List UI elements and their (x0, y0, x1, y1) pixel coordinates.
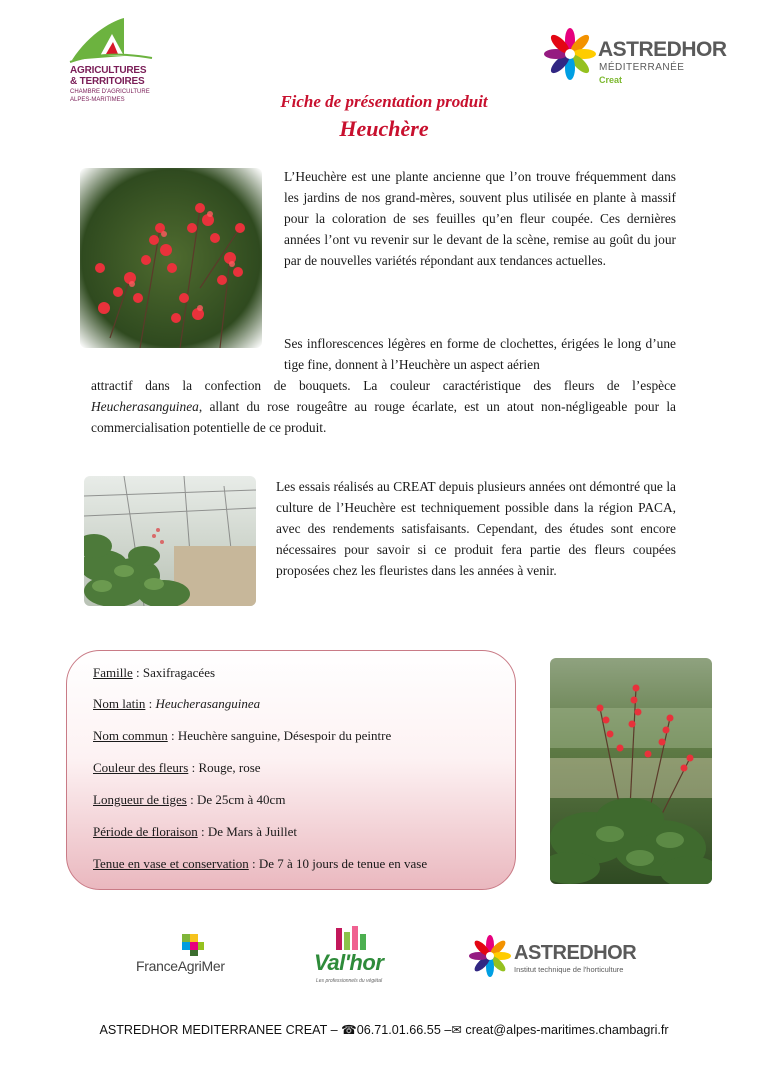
logo-line-1: AGRICULTURES (70, 65, 147, 76)
trials-paragraph: Les essais réalisés au CREAT depuis plusieurs années ont démontré que la culture de l’Heuchère est techniquement possible dans la région PACA, avec des rendements satisfaisants. Cependant, des études sont encore nécessaires pour savoir si ce produit fera partie des fleurs coupées proposées chez les fleuristes dans les années à venir. (276, 479, 676, 578)
astredhor-flower-icon (542, 26, 598, 82)
heuchere-flowers-photo (80, 168, 262, 348)
info-value: De 7 à 10 jours de tenue en vase (258, 856, 428, 871)
logo-line-4: ALPES-MARITIMES (70, 97, 125, 103)
mail-icon: ✉ (451, 1023, 462, 1037)
info-sep: : (167, 728, 178, 743)
logo-line-2: & TERRITOIRES (70, 76, 145, 87)
astredhor-sub: MÉDITERRANÉE (599, 62, 685, 73)
info-nom-latin (93, 696, 260, 712)
footer-email[interactable]: creat@alpes-maritimes.chambagri.fr (461, 1023, 669, 1037)
info-sep: : (186, 792, 197, 807)
info-nom-commun (93, 728, 391, 744)
info-value: De Mars à Juillet (207, 824, 297, 839)
franceagrimer-name: FranceAgriMer (136, 958, 225, 974)
valhor-emblem (332, 926, 372, 952)
inflorescence-paragraph-rest (91, 375, 676, 438)
astredhor-name: ASTREDHOR (598, 38, 727, 61)
info-value: Rouge, rose (198, 760, 261, 775)
info-tenue (93, 856, 427, 872)
info-key: Tenue en vase et conservation (93, 856, 249, 871)
logo-line-3: CHAMBRE D'AGRICULTURE (70, 89, 150, 95)
contact-footer (0, 1022, 768, 1037)
astredhor-name: ASTREDHOR (514, 942, 637, 964)
info-key: Période de floraison (93, 824, 198, 839)
info-sep: : (145, 696, 156, 711)
page-subtitle: Fiche de présentation produit (280, 92, 488, 111)
footer-org: ASTREDHOR MEDITERRANEE CREAT – (99, 1023, 342, 1037)
heuchere-plant-photo (550, 658, 712, 884)
info-key: Famille (93, 665, 133, 680)
info-key: Nom latin (93, 696, 146, 711)
astredhor-mediterranee-logo (542, 26, 742, 88)
astredhor-creat: Creat (599, 75, 623, 85)
info-longueur (93, 792, 285, 808)
info-sep: : (188, 760, 199, 775)
p2-text-end: , allant du rose rougeâtre au rouge écarlate, est un atout non-négligeable pour la commercialisation potentielle de ce produit. (91, 399, 676, 435)
valhor-tagline: Les professionnels du végétal (316, 978, 383, 984)
info-value: Heuchère sanguine, Désespoir du peintre (177, 728, 392, 743)
astredhor-institut-logo (468, 934, 638, 984)
greenhouse-trial-photo (84, 476, 256, 606)
valhor-name: Val'hor (314, 950, 384, 975)
info-sep: : (132, 665, 143, 680)
page-title: Heuchère (339, 116, 429, 141)
info-value: Saxifragacées (142, 665, 216, 680)
p2-text-start: attractif dans la confection de bouquets. La couleur caractéristique des fleurs de l’espèce (91, 378, 676, 393)
chambre-agriculture-emblem (60, 14, 160, 66)
footer-dash: – (440, 1023, 452, 1037)
info-sep: : (197, 824, 208, 839)
info-sep: : (248, 856, 259, 871)
info-periode (93, 824, 297, 840)
info-key: Couleur des fleurs (93, 760, 189, 775)
info-famille (93, 665, 215, 681)
franceagrimer-emblem (178, 932, 208, 958)
franceagrimer-logo (136, 932, 236, 984)
info-couleur (93, 760, 261, 776)
valhor-logo (312, 926, 392, 988)
inflorescence-paragraph-start: Ses inflorescences légères en forme de clochettes, érigées le long d’une tige fine, donnent à l’Heuchère un aspect aérien (284, 336, 676, 372)
p2-latin-name: Heucherasanguinea (91, 399, 199, 414)
info-key: Longueur de tiges (93, 792, 187, 807)
intro-paragraph: L’Heuchère est une plante ancienne que l’on trouve fréquemment dans les jardins de nos grand-mères, souvent plus utilisée en plante à massif pour la coloration de ses feuilles qu’en fleur coupée. Ces dernières années l’ont vu revenir sur le devant de la scène, remise au goût du jour par de nouvelles variétés répondant aux tendances actuelles. (284, 169, 676, 268)
info-value: De 25cm à 40cm (197, 792, 286, 807)
info-value: Heucherasanguinea (155, 696, 261, 711)
footer-phone[interactable]: 06.71.01.66.55 (356, 1023, 441, 1037)
product-info-box (66, 650, 516, 890)
astredhor-flower-icon (468, 934, 512, 978)
astredhor-institut-sub: Institut technique de l'horticulture (514, 965, 624, 974)
info-key: Nom commun (93, 728, 168, 743)
phone-icon: ☎ (341, 1023, 357, 1037)
